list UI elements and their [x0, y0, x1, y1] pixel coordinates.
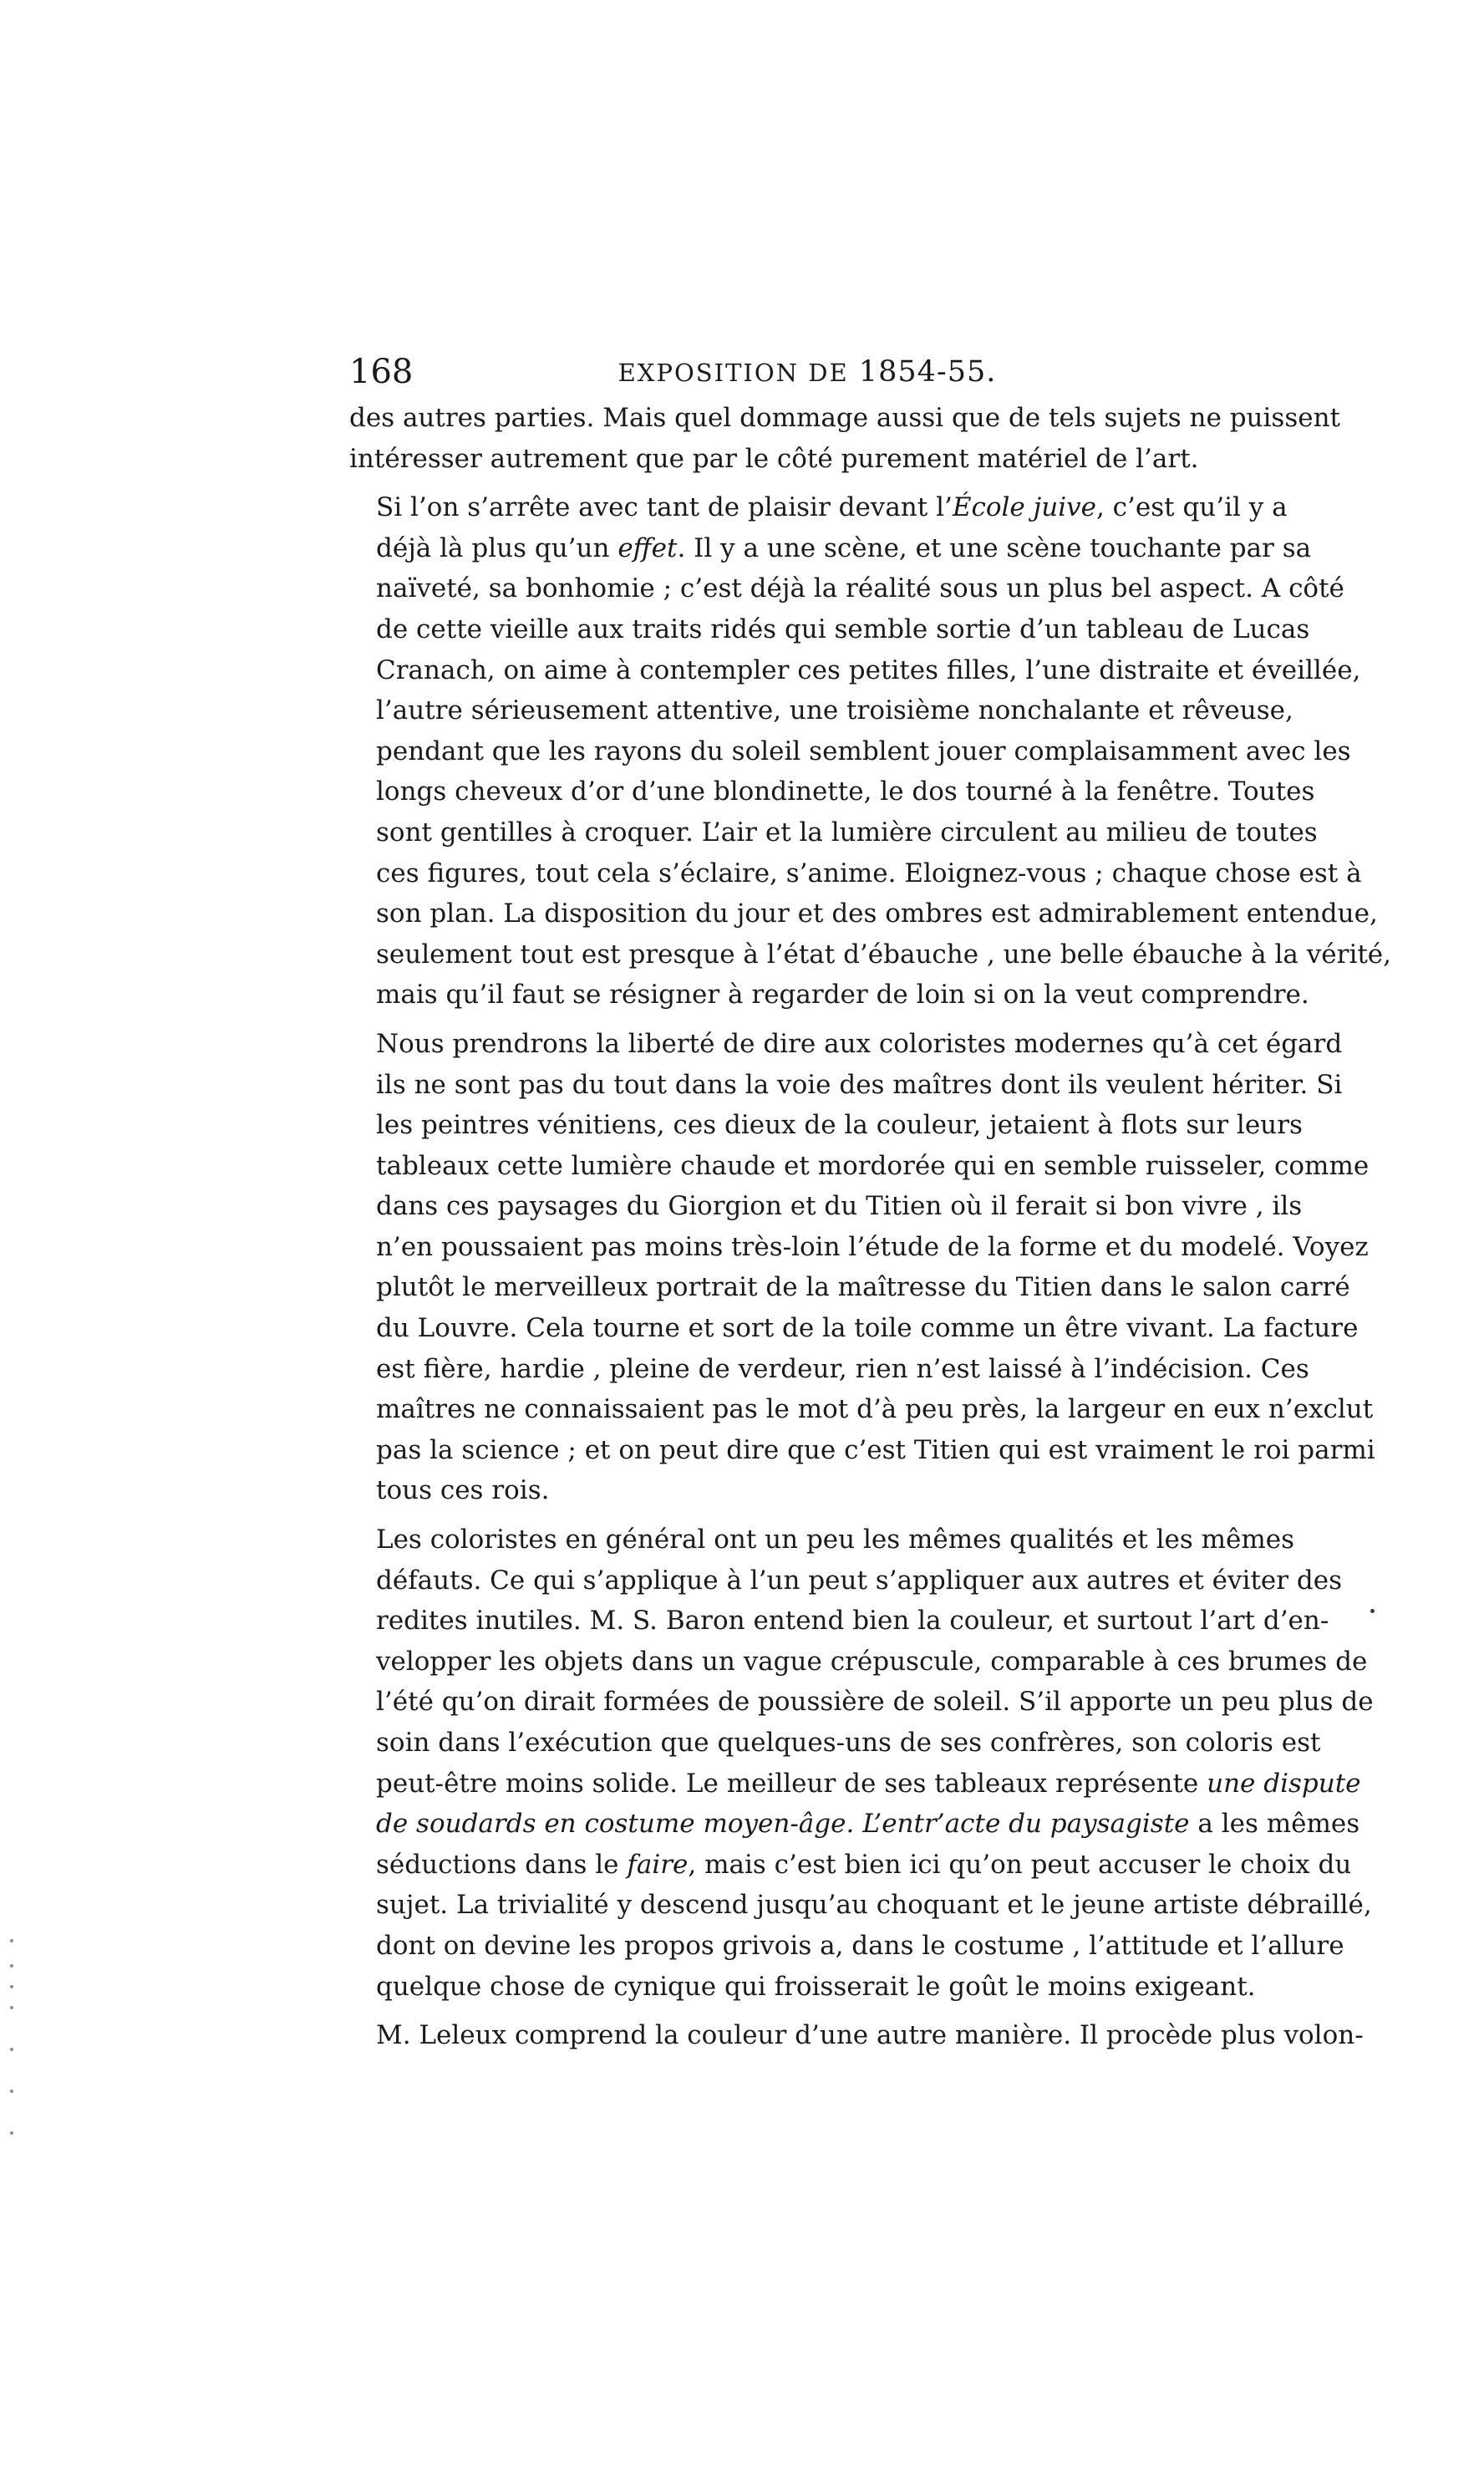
text-run: . Il y a une scène, et une scène touchante par sa [677, 532, 1312, 563]
text-line [349, 1065, 1343, 1106]
text-line [349, 1764, 1361, 1805]
text-run: pas la science ; et on peut dire que c’est Titien qui est vraiment le roi parmi [376, 1434, 1375, 1465]
text-run: dans ces paysages du Giorgion et du Titien où il ferait si bon vivre , ils [376, 1191, 1303, 1222]
paragraph [349, 2015, 1364, 2056]
text-run: ces figures, tout cela s’éclaire, s’anime. Eloignez-vous ; chaque chose est à [376, 858, 1362, 888]
text-line [349, 568, 1344, 609]
italic-text-run: faire [627, 1849, 689, 1880]
paragraph [349, 398, 1341, 479]
text-run: longs cheveux d’or d’une blondinette, le dos tourné à la fenêtre. Toutes [376, 776, 1315, 807]
text-run: , mais c’est bien ici qu’on peut accuser le choix du [688, 1849, 1352, 1880]
text-run: n’en poussaient pas moins très-loin l’étude de la forme et du modelé. Voyez [376, 1231, 1369, 1262]
text-run: Cranach, on aime à contempler ces petites filles, l’une distraite et éveillée, [376, 654, 1361, 685]
text-run: velopper les objets dans un vague crépuscule, comparable à ces brumes de [376, 1646, 1368, 1677]
text-run: séductions dans le [376, 1849, 628, 1880]
text-line [349, 812, 1318, 853]
italic-text-run: de soudards en costume moyen-âge. L’entr’acte du paysagiste [376, 1809, 1190, 1840]
italic-text-run: École juive [952, 492, 1096, 523]
text-line [349, 771, 1315, 812]
text-run: l’autre sérieusement attentive, une troisième nonchalante et rêveuse, [376, 695, 1293, 726]
text-run: quelque chose de cynique qui froisserait le goût le moins exigeant. [376, 1971, 1256, 2002]
text-line [349, 690, 1293, 731]
text-line [349, 1146, 1370, 1187]
text-run: intéresser autrement que par le côté purement matériel de l’art. [349, 443, 1199, 474]
text-line [349, 2015, 1364, 2056]
text-line [349, 975, 1309, 1016]
text-line [349, 1389, 1374, 1430]
italic-text-run: effet [617, 532, 678, 563]
text-line [349, 1349, 1309, 1390]
text-line [349, 731, 1351, 772]
page-header [349, 349, 1265, 395]
text-run: plutôt le merveilleux portrait de la maîtresse du Titien dans le salon carré [376, 1272, 1350, 1303]
page-number: 168 [349, 353, 414, 391]
text-run: Si l’on s’arrête avec tant de plaisir devant l’ [376, 492, 953, 523]
text-line [349, 439, 1265, 480]
text-run: sujet. La trivialité y descend jusqu’au choquant et le jeune artiste débraillé, [376, 1890, 1372, 1921]
text-run: mais qu’il faut se résigner à regarder de loin si on la veut comprendre. [376, 980, 1309, 1011]
text-line [349, 1186, 1303, 1227]
text-line [349, 1682, 1374, 1723]
text-run: a les mêmes [1189, 1809, 1360, 1840]
text-line [349, 528, 1312, 569]
text-line [349, 1642, 1368, 1682]
text-line [349, 1470, 1265, 1511]
text-line [349, 853, 1362, 894]
text-line [349, 1967, 1265, 2008]
text-line [349, 893, 1378, 934]
text-run: peut-être moins solide. Le meilleur de ses tableaux représente [376, 1768, 1207, 1799]
text-run: de cette vieille aux traits ridés qui semble sortie d’un tableau de Lucas [376, 613, 1310, 644]
text-line [349, 1430, 1375, 1471]
text-run: du Louvre. Cela tourne et sort de la toile comme un être vivant. La facture [376, 1313, 1359, 1344]
text-line [349, 1601, 1329, 1642]
text-run: , c’est qu’il y a [1095, 492, 1288, 523]
running-title [349, 349, 1265, 395]
text-line [349, 1560, 1343, 1601]
paragraph [349, 1024, 1375, 1511]
text-run: soin dans l’exécution que quelques-uns de ses confrères, son coloris est [376, 1728, 1321, 1758]
text-run: maîtres ne connaissaient pas le mot d’à peu près, la largeur en eux n’exclut [376, 1394, 1374, 1425]
text-line [349, 1804, 1360, 1845]
text-run: est fière, hardie , pleine de verdeur, rien n’est laissé à l’indécision. Ces [376, 1353, 1309, 1384]
paragraph [349, 487, 1392, 1016]
text-run: l’été qu’on dirait formées de poussière de soleil. S’il apporte un peu plus de [376, 1687, 1374, 1718]
margin-dot-mark [1370, 1609, 1375, 1613]
text-run: tableaux cette lumière chaude et mordorée qui en semble ruisseler, comme [376, 1150, 1370, 1181]
text-line [349, 487, 1288, 528]
text-run: pendant que les rayons du soleil semblent jouer complaisamment avec les [376, 736, 1351, 766]
text-run: Les coloristes en général ont un peu les mêmes qualités et les mêmes [376, 1525, 1295, 1555]
text-line [349, 650, 1361, 691]
text-run: son plan. La disposition du jour et des ombres est admirablement entendue, [376, 899, 1378, 929]
text-run: les peintres vénitiens, ces dieux de la couleur, jetaient à flots sur leurs [376, 1110, 1303, 1141]
text-run: tous ces rois. [376, 1475, 550, 1506]
text-line [349, 1024, 1343, 1065]
running-title-year: 1854-55. [858, 355, 997, 389]
text-line [349, 1227, 1369, 1268]
text-run: ils ne sont pas du tout dans la voie des maîtres dont ils veulent hériter. Si [376, 1069, 1343, 1100]
text-run: seulement tout est presque à l’état d’ébauche , une belle ébauche à la vérité, [376, 939, 1392, 970]
text-run: M. Leleux comprend la couleur d’une autre manière. Il procède plus volon- [376, 2020, 1364, 2051]
text-line [349, 934, 1392, 975]
text-line [349, 1723, 1321, 1764]
text-run: naïveté, sa bonhomie ; c’est déjà la réalité sous un plus bel aspect. A côté [376, 573, 1344, 604]
text-run: déjà là plus qu’un [376, 532, 618, 563]
text-line [349, 1105, 1303, 1146]
text-run: redites inutiles. M. S. Baron entend bien la couleur, et surtout l’art d’en- [376, 1606, 1329, 1637]
italic-text-run: une dispute [1207, 1768, 1361, 1799]
text-run: des autres parties. Mais quel dommage aussi que de tels sujets ne puissent [349, 403, 1341, 433]
left-margin-marks [10, 1931, 23, 2181]
paragraph [349, 1520, 1374, 2007]
text-line [349, 1885, 1372, 1926]
text-run: sont gentilles à croquer. L’air et la lumière circulent au milieu de toutes [376, 817, 1318, 848]
text-line [349, 1267, 1350, 1308]
text-run: défauts. Ce qui s’applique à l’un peut s’appliquer aux autres et éviter des [376, 1565, 1343, 1596]
text-line [349, 1926, 1344, 1967]
text-line [349, 1845, 1352, 1886]
body-text [349, 398, 1392, 2056]
text-line [349, 1308, 1359, 1349]
text-line [349, 609, 1310, 650]
text-run: Nous prendrons la liberté de dire aux coloristes modernes qu’à cet égard [376, 1028, 1343, 1059]
text-run: dont on devine les propos grivois a, dans le costume , l’attitude et l’allure [376, 1930, 1344, 1961]
running-title-prefix: EXPOSITION DE [617, 359, 849, 387]
text-line [349, 1520, 1295, 1560]
text-line [349, 398, 1341, 439]
